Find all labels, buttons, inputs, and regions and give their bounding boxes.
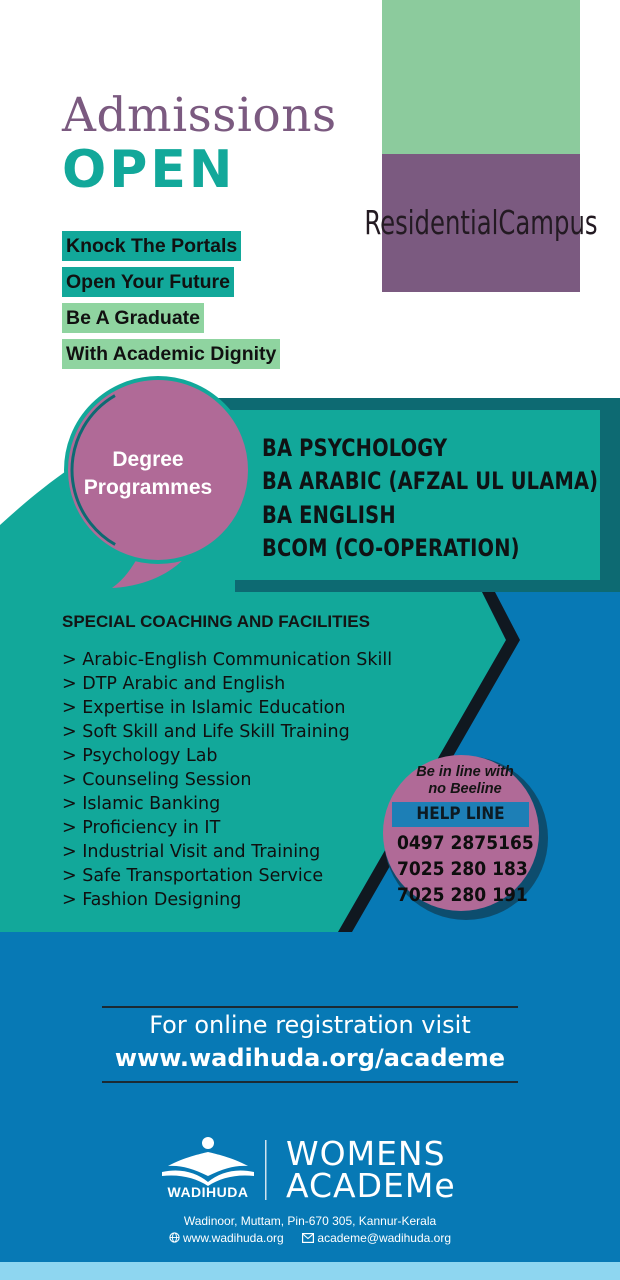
address: Wadinoor, Muttam, Pin-670 305, Kannur-Kerala [183,1214,437,1228]
facility-item: > Proficiency in IT [62,818,221,838]
program-4: BCOM (CO-OPERATION) [262,534,520,562]
contact-row [0,1230,620,1245]
facility-item: > Fashion Designing [62,890,242,910]
facility-item: > Arabic-English Communication Skill [62,650,393,670]
tagline-2: Open Your Future [62,267,234,297]
facility-item: > Counseling Session [62,770,252,790]
helpline-tagline: Be in line with no Beeline [416,764,514,797]
email-link[interactable]: academe@wadihuda.org [317,1230,452,1245]
headline-open: OPEN [62,140,236,200]
facilities-list [62,648,392,912]
brand-name: WADIHUDA [167,1184,249,1200]
registration-url-link[interactable]: www.wadihuda.org/academe [114,1044,506,1072]
registration-bottom-rule [102,1081,518,1083]
phone-number-1[interactable]: 0497 2875165 [397,832,534,854]
globe-icon [169,1232,180,1243]
facility-item: > Safe Transportation Service [62,866,324,886]
facilities-heading: SPECIAL COACHING AND FACILITIES [62,612,370,631]
registration-text: For online registration visit [149,1011,471,1039]
programs-bottom-strip [235,580,620,592]
registration-top-rule [102,1006,518,1008]
academe-title-line1: WOMENS [286,1134,446,1173]
helpline-label: HELP LINE [392,802,529,827]
mint-block [382,0,580,154]
bottom-strip [0,1262,620,1280]
program-1: BA PSYCHOLOGY [262,434,448,462]
facility-item: > Industrial Visit and Training [62,842,321,862]
envelope-icon [302,1233,314,1243]
facility-item: > Soft Skill and Life Skill Training [62,722,350,742]
program-2: BA ARABIC (AFZAL UL ULAMA) [262,467,599,495]
program-3: BA ENGLISH [262,501,396,529]
phone-number-3[interactable]: 7025 280 191 [397,884,528,906]
website-link[interactable]: www.wadihuda.org [182,1230,284,1245]
footer-divider [265,1140,267,1200]
degree-programmes-label: Degree Programmes [83,448,213,499]
tagline-3: Be A Graduate [62,303,204,333]
residential-campus-label: Residential Campus [364,203,598,242]
facility-item: > Psychology Lab [62,746,218,766]
programs-right-strip [600,410,620,592]
academe-title-line2: ACADEMe [286,1166,456,1205]
facility-item: > Expertise in Islamic Education [62,698,346,718]
phone-number-2[interactable]: 7025 280 183 [397,858,528,880]
facility-item: > Islamic Banking [62,794,221,814]
tagline-1: Knock The Portals [62,231,241,261]
headline-admissions: Admissions [62,88,337,143]
programs-top-strip [165,398,620,410]
tagline-4: With Academic Dignity [62,339,280,369]
facility-item: > DTP Arabic and English [62,674,286,694]
